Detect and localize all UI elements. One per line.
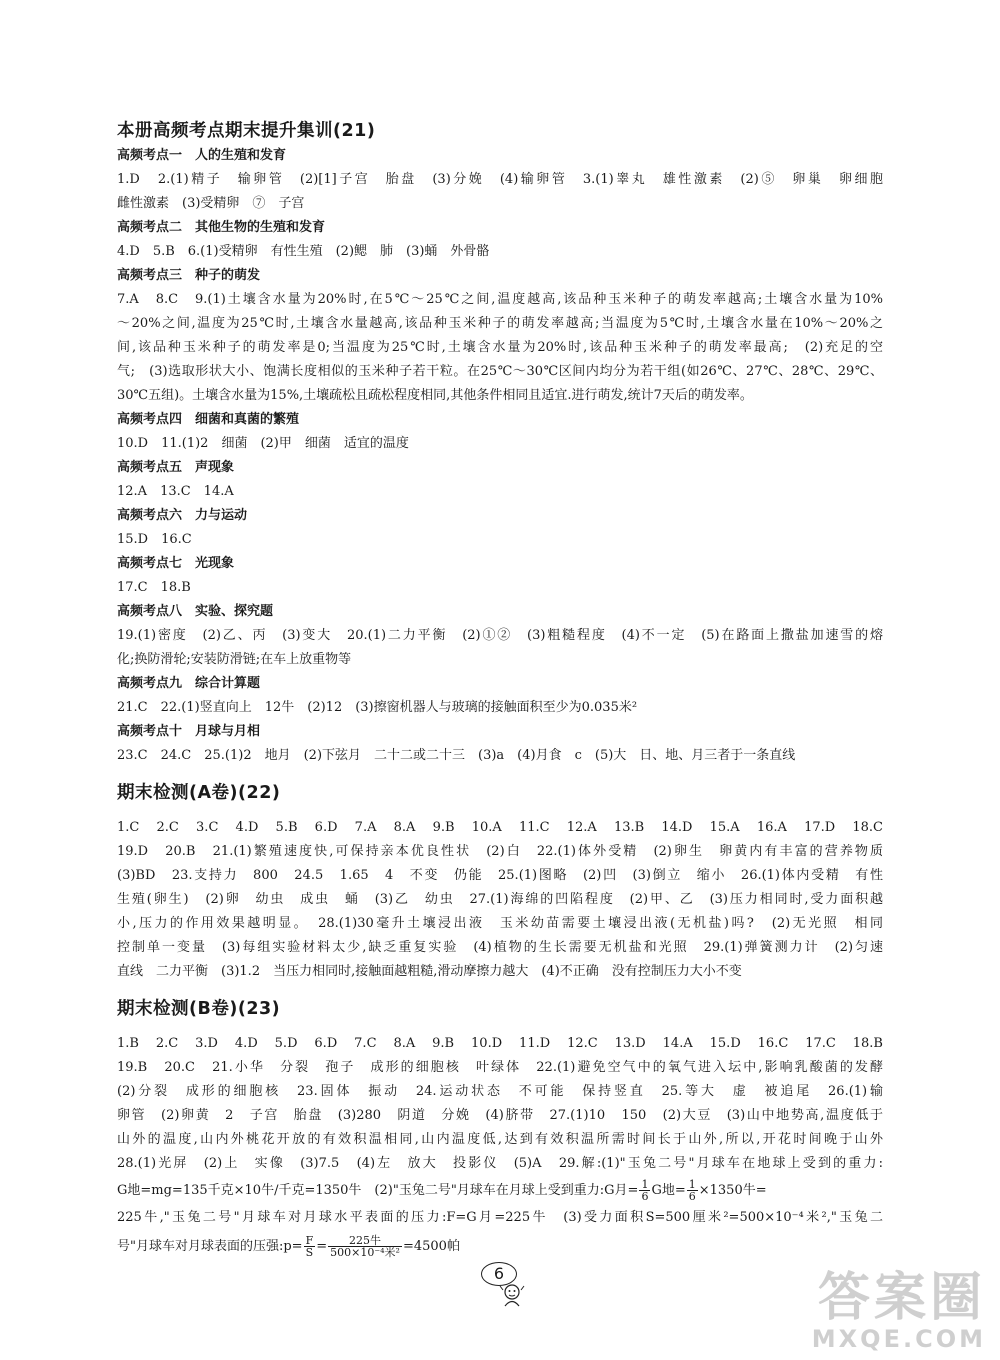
answer-content: [117, 118, 883, 1264]
fraction: [687, 1179, 698, 1202]
fraction-denominator: S: [305, 1246, 314, 1259]
answer-line: (3)BD 23.支持力 800 24.5 1.65 4 不变 仍能 25.(1)图略 (2)凹 (3)倒立 缩小 26.(1)体内受精 有性: [117, 868, 883, 883]
answer-line: 4.D 5.B 6.(1)受精卵 有性生殖 (2)鳃 肺 (3)蛹 外骨骼: [117, 244, 490, 259]
answer-line: 气; (3)选取形状大小、饱满长度相似的玉米种子若干粒。在25℃～30℃区间内均分为若干组(如26℃、27℃、28℃、29℃、: [117, 364, 883, 379]
topic-heading-10: 高频考点十 月球与月相: [117, 724, 261, 739]
page-number: 6: [481, 1262, 517, 1286]
fraction-numerator: 1: [688, 1178, 696, 1191]
fraction: [328, 1235, 402, 1258]
topic-heading-1: 高频考点一 人的生殖和发育: [117, 148, 287, 163]
fraction-numerator: 1: [641, 1178, 649, 1191]
answer-line: 12.A 13.C 14.A: [117, 484, 234, 499]
topic-heading-5: 高频考点五 声现象: [117, 460, 235, 475]
topic-heading-9: 高频考点九 综合计算题: [117, 676, 261, 691]
fraction-numerator: 225牛: [328, 1235, 402, 1247]
spacer: [117, 768, 883, 780]
fraction-denominator: 6: [641, 1190, 649, 1203]
fraction: [639, 1179, 650, 1202]
topic-heading-4: 高频考点四 细菌和真菌的繁殖: [117, 412, 300, 427]
formula-text: =4500帕: [402, 1239, 460, 1254]
answer-line: 化;换防滑轮;安装防滑链;在车上放重物等: [117, 652, 352, 667]
answer-line: 19.B 20.C 21.小华 分裂 孢子 成形的细胞核 叶绿体 22.(1)避免空气中的氧气进入坛中,影响乳酸菌的发酵: [117, 1060, 883, 1075]
answer-line: 1.B 2.C 3.D 4.D 5.D 6.D 7.C 8.A 9.B 10.D 11.D 12.C 13.D 14.A 15.D 16.C 17.C 18.B: [117, 1036, 883, 1051]
answer-line: 1.C 2.C 3.C 4.D 5.B 6.D 7.A 8.A 9.B 10.A 11.C 12.A 13.B 14.D 15.A 16.A 17.D 18.C: [117, 820, 883, 835]
section-title-21: 本册高频考点期末提升集训(21): [117, 121, 376, 141]
answer-line: 225牛,"玉兔二号"月球车对月球水平表面的压力:F=G月=225牛 (3)受力面积S=500厘米²=500×10⁻⁴米²,"玉兔二: [117, 1210, 883, 1225]
watermark-logo-text: 答案圈: [817, 1268, 986, 1328]
answer-line: 28.(1)光屏 (2)上 实像 (3)7.5 (4)左 放大 投影仪 (5)A 29.解:(1)"玉兔二号"月球车在地球上受到的重力:: [117, 1156, 883, 1171]
answer-line: 1.D 2.(1)精子 输卵管 (2)[1]子宫 胎盘 (3)分娩 (4)输卵管 3.(1)睾丸 雄性激素 (2)⑤ 卵巢 卵细胞: [117, 172, 883, 187]
formula-line: [117, 1230, 883, 1264]
answer-line: 17.C 18.B: [117, 580, 191, 595]
spacer: [117, 806, 883, 816]
answer-line: 生殖(卵生) (2)卵 幼虫 成虫 蛹 (3)乙 幼虫 27.(1)海绵的凹陷程度 (2)甲、乙 (3)压力相同时,受力面积越: [117, 892, 883, 907]
answer-line: 19.(1)密度 (2)乙、丙 (3)变大 20.(1)二力平衡 (2)①② (3)粗糙程度 (4)不一定 (5)在路面上撒盐加速雪的熔: [117, 628, 883, 643]
topic-heading-6: 高频考点六 力与运动: [117, 508, 248, 523]
answer-line: 21.C 22.(1)竖直向上 12牛 (2)12 (3)擦窗机器人与玻璃的接触面积至少为0.035米²: [117, 700, 638, 715]
answer-line: 直线 二力平衡 (3)1.2 当压力相同时,接触面越粗糙,滑动摩擦力越大 (4)不正确 没有控制压力大小不变: [117, 964, 742, 979]
watermark: [812, 1270, 986, 1352]
answer-line: 10.D 11.(1)2 细菌 (2)甲 细菌 适宜的温度: [117, 436, 409, 451]
answer-line: 雌性激素 (3)受精卵 ⑦ 子宫: [117, 196, 305, 211]
spacer: [117, 984, 883, 996]
formula-text: G地=mg=135千克×10牛/千克=1350牛 (2)"玉兔二号"月球车在月球上受到重力:G月=: [117, 1183, 639, 1198]
answer-line: 小,压力的作用效果越明显。 28.(1)30毫升土壤浸出液 玉米幼苗需要土壤浸出液(无机盐)吗? (2)无光照 相同: [117, 916, 883, 931]
fraction-numerator: F: [305, 1234, 314, 1247]
formula-text: G地=: [651, 1183, 686, 1198]
answer-line: 30℃五组)。土壤含水量为15%,土壤疏松且疏松程度相同,其他条件相同且适宜.进行萌发,统计7天后的萌发率。: [117, 388, 753, 403]
topic-heading-7: 高频考点七 光现象: [117, 556, 235, 571]
answer-line: 7.A 8.C 9.(1)土壤含水量为20%时,在5℃～25℃之间,温度越高,该品种玉米种子的萌发率越高;土壤含水量为10%: [117, 292, 883, 307]
answer-line: ～20%之间,温度为25℃时,土壤含水量越高,该品种玉米种子的萌发率越高;当温度为5℃时,土壤含水量在10%～20%之: [117, 316, 883, 331]
watermark-url: MXQE.COM: [811, 1325, 986, 1353]
formula-text: 号"月球车对月球表面的压强:p=: [117, 1239, 303, 1254]
fraction: [304, 1235, 316, 1258]
answer-line: 间,该品种玉米种子的萌发率是0;当温度为25℃时,土壤含水量为20%时,该品种玉米种子的萌发率最高; (2)充足的空: [117, 340, 883, 355]
answer-line: 卵管 (2)卵黄 2 子宫 胎盘 (3)280 阴道 分娩 (4)脐带 27.(1)10 150 (2)大豆 (3)山中地势高,温度低于: [117, 1108, 883, 1123]
topic-heading-8: 高频考点八 实验、探究题: [117, 604, 274, 619]
answer-line: 控制单一变量 (3)每组实验材料太少,缺乏重复实验 (4)植物的生长需要无机盐和光照 29.(1)弹簧测力计 (2)匀速: [117, 940, 883, 955]
section-title-22: 期末检测(A卷)(22): [117, 783, 281, 803]
cartoon-mascot-icon: [497, 1282, 527, 1308]
fraction-denominator: 6: [688, 1190, 696, 1203]
answer-line: (2)分裂 成形的细胞核 23.固体 振动 24.运动状态 不可能 保持竖直 25.等大 虚 被追尾 26.(1)输: [117, 1084, 883, 1099]
answer-line: 19.D 20.B 21.(1)繁殖速度快,可保持亲本优良性状 (2)白 22.(1)体外受精 (2)卵生 卵黄内有丰富的营养物质: [117, 844, 883, 859]
topic-heading-2: 高频考点二 其他生物的生殖和发育: [117, 220, 326, 235]
section-title-23: 期末检测(B卷)(23): [117, 999, 281, 1019]
answer-line: 23.C 24.C 25.(1)2 地月 (2)下弦月 二十二或二十三 (3)a (4)月食 c (5)大 日、地、月三者于一条直线: [117, 748, 796, 763]
spacer: [117, 1022, 883, 1032]
fraction-denominator: 500×10⁻⁴米²: [330, 1246, 400, 1259]
answer-line: 山外的温度,山内外桃花开放的有效积温相同,山内温度低,达到有效积温所需时间长于山外,所以,开花时间晚于山外: [117, 1132, 883, 1147]
formula-line: [117, 1176, 883, 1206]
formula-text: =: [316, 1239, 328, 1254]
topic-heading-3: 高频考点三 种子的萌发: [117, 268, 261, 283]
formula-text: ×1350牛=: [698, 1183, 767, 1198]
answer-line: 15.D 16.C: [117, 532, 192, 547]
